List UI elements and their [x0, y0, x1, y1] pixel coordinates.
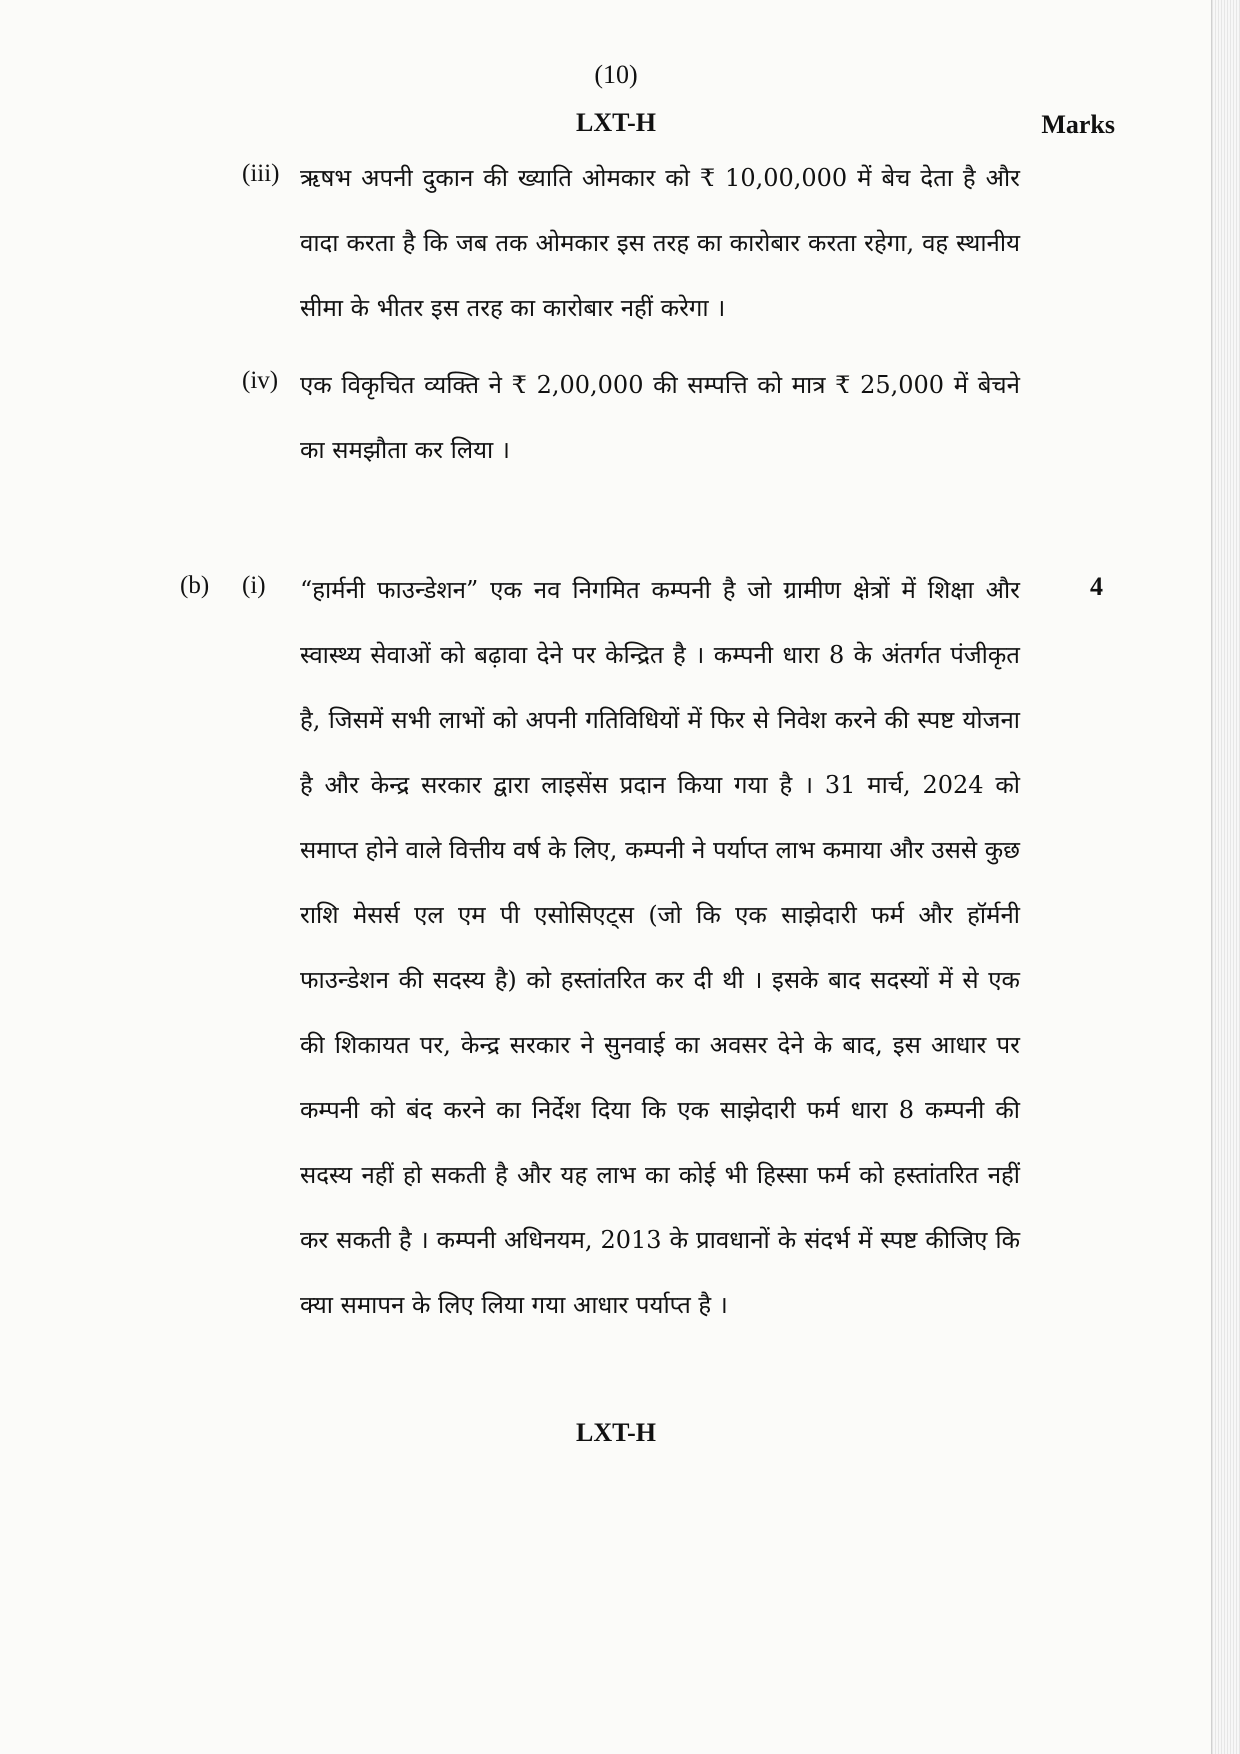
question-text-b-i: “हार्मनी फाउन्डेशन” एक नव निगमित कम्पनी है जो ग्रामीण क्षेत्रों में शिक्षा और स्वास्थ्य सेवाओं को बढ़ावा देने पर केन्द्रित है । कम्पनी धारा 8 के अंतर्गत पंजीकृत है, जिसमें सभी लाभों को अपनी गतिविधियों में फिर से निवेश करने की स्पष्ट योजना है और केन्द्र सरकार द्वारा लाइसेंस प्रदान किया गया है । 31 मार्च, 2024 को समाप्त होने वाले वित्तीय वर्ष के लिए, कम्पनी ने पर्याप्त लाभ कमाया और उससे कुछ राशि मेसर्स एल एम पी एसोसिएट्स (जो कि एक साझेदारी फर्म और हॉर्मनी फाउन्डेशन की सदस्य है) को हस्तांतरित कर दी थी । इसके बाद सदस्यों में से एक की शिकायत पर, केन्द्र सरकार ने सुनवाई का अवसर देने के बाद, इस आधार पर कम्पनी को बंद करने का निर्देश दिया कि एक साझेदारी फर्म धारा 8 कम्पनी की सदस्य नहीं हो सकती है और यह लाभ का कोई भी हिस्सा फर्म को हस्तांतरित नहीं कर सकती है । कम्पनी अधिनयम, 2013 के प्रावधानों के संदर्भ में स्पष्ट कीजिए कि क्या समापन के लिए लिया गया आधार पर्याप्त है ।: [300, 576, 1020, 1319]
question-label-iv: (iv): [242, 367, 279, 394]
question-text-iv: एक विकृचित व्यक्ति ने ₹ 2,00,000 की सम्पत्ति को मात्र ₹ 25,000 में बेचने का समझौता कर लिया ।: [300, 371, 1020, 464]
page-edge-binding: [1211, 0, 1240, 1754]
paper-code-header: LXT-H: [576, 108, 656, 137]
question-text-iii: ऋषभ अपनी दुकान की ख्याति ओमकार को ₹ 10,00,000 में बेच देता है और वादा करता है कि जब तक ओमकार इस तरह का कारोबार करता रहेगा, वह स्थानीय सीमा के भीतर इस तरह का कारोबार नहीं करेगा ।: [300, 164, 1020, 322]
question-marks-b-i: 4: [1090, 572, 1103, 601]
question-label-iii: (iii): [242, 160, 280, 187]
marks-column-heading: Marks: [1041, 110, 1115, 139]
page-number: (10): [594, 60, 638, 89]
paper-code-footer: LXT-H: [576, 1418, 656, 1447]
question-label-b-i: (i): [242, 572, 266, 599]
question-part-b-label: (b): [180, 572, 210, 599]
